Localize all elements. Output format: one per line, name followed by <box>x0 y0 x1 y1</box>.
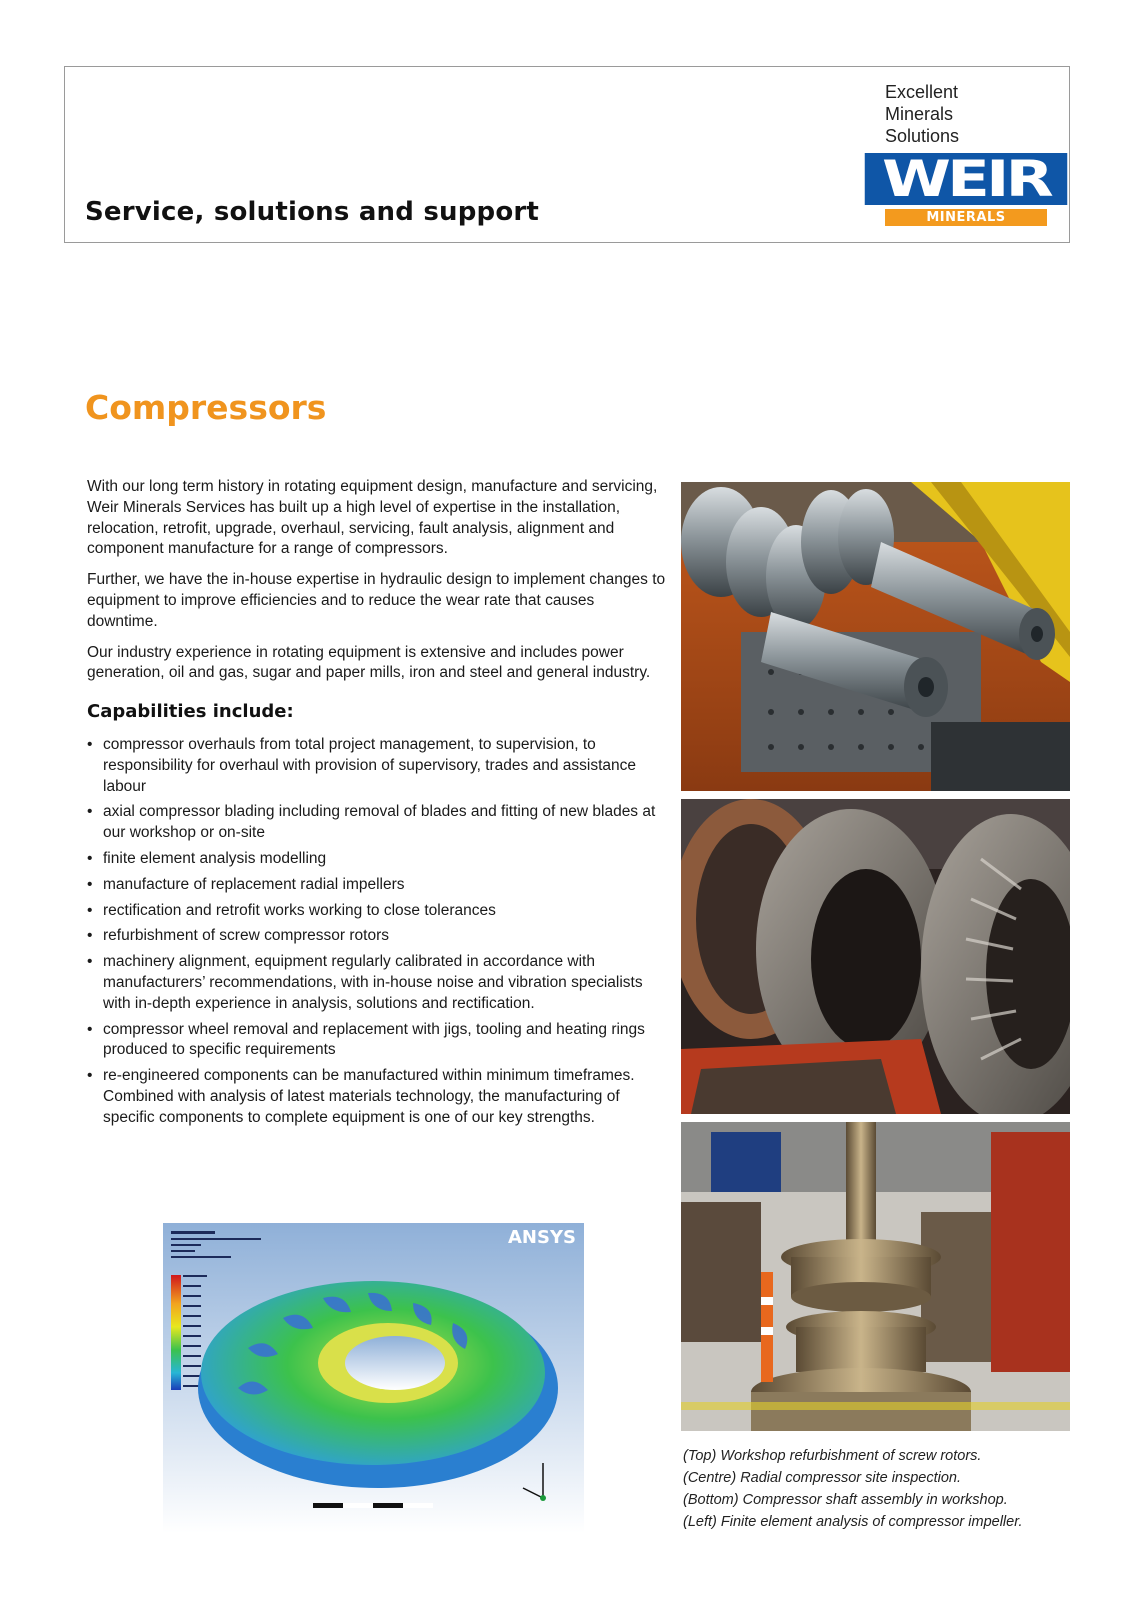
caption-centre: (Centre) Radial compressor site inspection. <box>683 1470 962 1486</box>
list-item-text: refurbishment of screw compressor rotors <box>103 927 389 945</box>
figure-captions <box>683 1445 1083 1533</box>
shaft-assembly-photo <box>681 1122 1070 1431</box>
list-item: • compressor overhauls from total project management, to supervision, to responsibility for overhaul with provision of supervisory, trades and assistance labour <box>87 735 636 795</box>
radial-compressor-photo <box>681 799 1070 1114</box>
caption-bottom: (Bottom) Compressor shaft assembly in workshop. <box>683 1492 1008 1508</box>
list-item-text: compressor wheel removal and replacement with jigs, tooling and heating rings produced to specific requirements <box>103 1020 645 1059</box>
list-item: • finite element analysis modelling <box>87 849 327 867</box>
expertise-paragraph: Further, we have the in-house expertise in hydraulic design to implement changes to equipment to improve efficiencies and to reduce the wear rate that causes downtime. <box>87 571 666 630</box>
list-item: • rectification and retrofit works working to close tolerances <box>87 901 496 919</box>
ansys-logo: ANSYS <box>508 1227 576 1248</box>
header-box <box>64 66 1070 243</box>
list-item-text: finite element analysis modelling <box>103 849 327 867</box>
weir-minerals-logo <box>881 150 1051 227</box>
logo-subtitle: MINERALS <box>885 209 1047 226</box>
list-item-text: compressor overhauls from total project management, to supervision, to responsibility for overhaul with provision of supervisory, trades and assistance labour <box>103 735 636 795</box>
capabilities-heading: Capabilities include: <box>87 701 294 723</box>
tagline-line: Minerals <box>885 104 954 124</box>
list-item: • compressor wheel removal and replacement with jigs, tooling and heating rings produced to specific requirements <box>87 1020 645 1059</box>
screw-rotors-photo <box>681 482 1070 791</box>
list-item: • re-engineered components can be manufactured within minimum timeframes. Combined with analysis of latest materials technology, the manufacturing of specific components to complete equipment is one of our key strengths. <box>87 1067 635 1126</box>
logo-wordmark: WEIR <box>865 153 1068 205</box>
list-item-text: machinery alignment, equipment regularly calibrated in accordance with manufacturers’ recommendations, with in-house noise and vibration specialists with in-depth experience in analysis, solutions and rectification. <box>103 953 643 1012</box>
intro-paragraph: With our long term history in rotating equipment design, manufacture and servicing, Weir Minerals Services has built up a high level of expertise in the installation, relocation, retrofit, upgrade, overhaul, servicing, fault analysis, alignment and component manufacture for a range of compressors. <box>87 478 658 558</box>
caption-left: (Left) Finite element analysis of compressor impeller. <box>683 1514 1023 1530</box>
tagline-line: Solutions <box>885 126 960 146</box>
list-item: • axial compressor blading including removal of blades and fitting of new blades at our workshop or on-site <box>87 803 656 842</box>
tagline-line: Excellent <box>885 82 959 102</box>
header-title: Service, solutions and support <box>85 197 540 227</box>
list-item: • manufacture of replacement radial impellers <box>87 875 405 893</box>
body-text <box>87 477 667 1134</box>
list-item: • machinery alignment, equipment regularly calibrated in accordance with manufacturers’ recommendations, with in-house noise and vibration specialists with in-depth experience in analysis, solutions and rectification. <box>87 953 643 1012</box>
list-item-text: manufacture of replacement radial impellers <box>103 875 405 893</box>
page-title: Compressors <box>85 388 327 427</box>
list-item-text: rectification and retrofit works working to close tolerances <box>103 901 496 919</box>
fea-impeller-image <box>163 1223 584 1533</box>
caption-top: (Top) Workshop refurbishment of screw rotors. <box>683 1448 982 1464</box>
list-item-text: axial compressor blading including removal of blades and fitting of new blades at our workshop or on-site <box>103 803 656 842</box>
tagline <box>885 81 1055 147</box>
list-item: • refurbishment of screw compressor rotors <box>87 927 389 945</box>
capabilities-list <box>87 735 667 1129</box>
industry-paragraph: Our industry experience in rotating equipment is extensive and includes power generation, oil and gas, sugar and paper mills, iron and steel and general industry. <box>87 643 651 682</box>
list-item-text: re-engineered components can be manufactured within minimum timeframes. Combined with analysis of latest materials technology, the manufacturing of specific components to complete equipment is one of our key strengths. <box>103 1067 635 1126</box>
